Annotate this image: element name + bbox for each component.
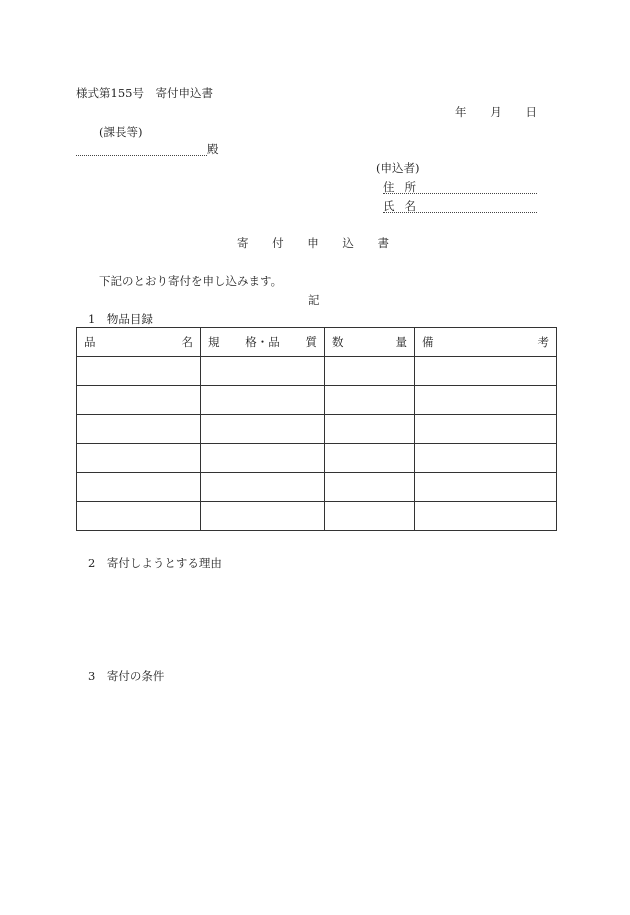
table-cell[interactable]: [77, 473, 201, 502]
applicant-label: (申込者): [376, 161, 420, 175]
recipient-line[interactable]: [76, 141, 207, 156]
title-char: 書: [377, 236, 389, 250]
table-cell[interactable]: [325, 502, 415, 531]
table-cell[interactable]: [77, 444, 201, 473]
header-quantity: 数 量: [325, 328, 415, 357]
name-label-2: 名: [404, 199, 416, 213]
items-table: [76, 327, 557, 531]
table-cell[interactable]: [77, 502, 201, 531]
ki-label: 記: [308, 293, 320, 307]
address-label-1: 住: [383, 180, 395, 194]
table-cell[interactable]: [325, 444, 415, 473]
table-row: [77, 386, 557, 415]
table-cell[interactable]: [415, 502, 557, 531]
address-label-2: 所: [404, 180, 416, 194]
title-char: 申: [307, 236, 319, 250]
date-year: 年: [455, 105, 467, 119]
section-3-heading: 3 寄付の条件: [88, 669, 165, 683]
header-item-name: 品 名: [77, 328, 201, 357]
table-row: [77, 357, 557, 386]
table-cell[interactable]: [325, 386, 415, 415]
reason-area[interactable]: [76, 575, 556, 660]
address-field[interactable]: [383, 179, 537, 194]
recipient-suffix: 殿: [207, 142, 219, 156]
date-day: 日: [525, 105, 537, 119]
table-row: [77, 415, 557, 444]
table-cell[interactable]: [201, 444, 325, 473]
conditions-area[interactable]: [76, 688, 556, 788]
table-cell[interactable]: [415, 444, 557, 473]
table-cell[interactable]: [77, 386, 201, 415]
section-1-heading: 1 物品目録: [88, 312, 153, 326]
table-row: [77, 473, 557, 502]
recipient-title: (課長等): [99, 125, 143, 139]
intro-text: 下記のとおり寄付を申し込みます。: [99, 274, 283, 288]
table-cell[interactable]: [77, 415, 201, 444]
section-2-heading: 2 寄付しようとする理由: [88, 556, 222, 570]
form-code: 様式第155号 寄付申込書: [76, 86, 213, 100]
table-cell[interactable]: [325, 357, 415, 386]
name-field[interactable]: [383, 198, 537, 213]
date-line: [455, 104, 537, 120]
table-cell[interactable]: [201, 502, 325, 531]
title-char: 込: [342, 236, 354, 250]
name-label-1: 氏: [383, 199, 395, 213]
table-cell[interactable]: [415, 415, 557, 444]
header-spec-quality: 規 格・品 質: [201, 328, 325, 357]
title-char: 付: [272, 236, 284, 250]
items-table-body: [77, 357, 557, 531]
table-cell[interactable]: [325, 415, 415, 444]
table-row: [77, 502, 557, 531]
table-cell[interactable]: [201, 415, 325, 444]
header-remarks: 備 考: [415, 328, 557, 357]
table-cell[interactable]: [201, 473, 325, 502]
title-char: 寄: [237, 236, 249, 250]
table-cell[interactable]: [325, 473, 415, 502]
table-cell[interactable]: [201, 386, 325, 415]
table-cell[interactable]: [77, 357, 201, 386]
date-month: 月: [490, 105, 502, 119]
table-header-row: [77, 328, 557, 357]
document-title: [237, 235, 389, 251]
table-cell[interactable]: [415, 473, 557, 502]
table-cell[interactable]: [201, 357, 325, 386]
table-cell[interactable]: [415, 357, 557, 386]
table-row: [77, 444, 557, 473]
table-cell[interactable]: [415, 386, 557, 415]
